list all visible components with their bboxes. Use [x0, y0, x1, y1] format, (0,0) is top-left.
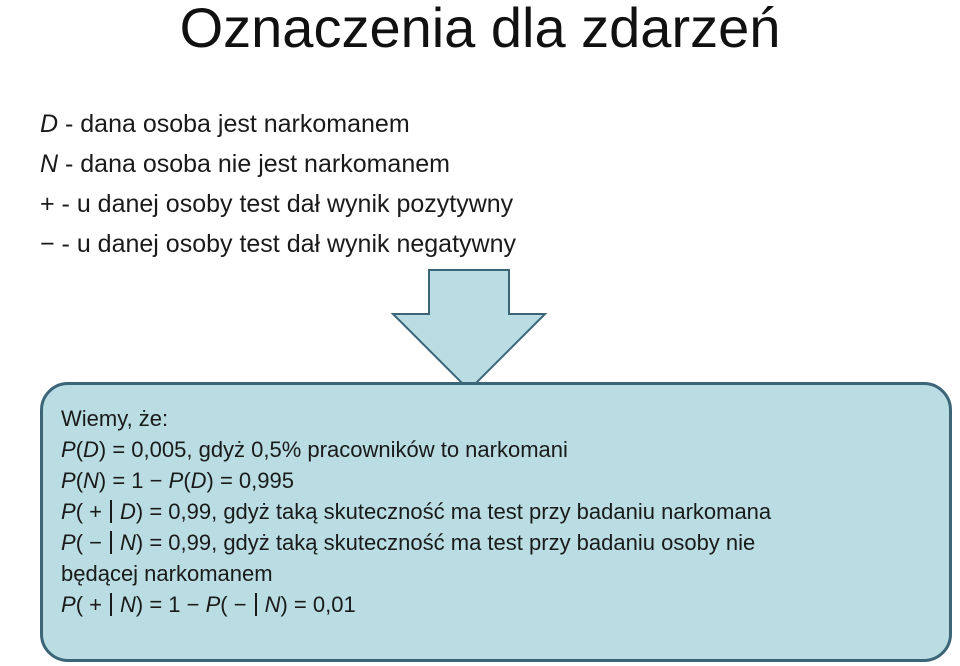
paren: ): [98, 437, 107, 462]
line-text: ( −: [75, 530, 102, 555]
line-text: ( +: [75, 592, 102, 617]
line-text: ) = 1 −: [135, 592, 206, 617]
info-line-p-plus-d: [61, 496, 771, 527]
page-title: Oznaczenia dla zdarzeń: [179, 0, 781, 59]
info-intro: Wiemy, że:: [61, 406, 169, 431]
line-text: ) = 0,99, gdyż taką skuteczność ma test przy badaniu osoby nie: [135, 530, 756, 555]
definition-item-d: [40, 104, 516, 144]
definition-item-plus: [40, 184, 516, 224]
down-arrow-icon: [389, 268, 549, 394]
info-line-p-d: [61, 434, 771, 465]
definition-item-minus: [40, 224, 516, 264]
definition-symbol: D: [40, 110, 59, 138]
line-text: = 0,005, gdyż 0,5% pracowników to narkomani: [106, 437, 568, 462]
paren: (: [75, 437, 84, 462]
conditional-bar: [110, 500, 112, 523]
definition-text: - dana osoba nie jest narkomanem: [58, 150, 450, 178]
line-text: ) = 1 −: [98, 468, 169, 493]
prob-symbol: P: [205, 592, 221, 617]
event-symbol: D: [119, 499, 136, 524]
info-line-continuation: będącej narkomanem: [61, 561, 273, 586]
line-text: ) = 0,995: [206, 468, 294, 493]
conditional-bar: [110, 593, 112, 616]
event-symbol: N: [119, 592, 136, 617]
line-text: ( +: [75, 499, 102, 524]
prob-symbol: P: [168, 468, 184, 493]
event-symbol: N: [119, 530, 136, 555]
line-text: ( −: [220, 592, 247, 617]
paren: (: [75, 468, 84, 493]
definition-text: - u danej osoby test dał wynik pozytywny: [54, 190, 514, 218]
definition-symbol: +: [40, 190, 55, 218]
prob-symbol: P: [61, 499, 76, 524]
definition-text: - dana osoba jest narkomanem: [58, 110, 410, 138]
conditional-bar: [110, 531, 112, 554]
info-line-p-minus-n: [61, 527, 771, 558]
definitions-list: [40, 104, 516, 264]
prob-symbol: P: [61, 530, 76, 555]
definition-text: - u danej osoby test dał wynik negatywny: [54, 230, 516, 258]
line-text: ) = 0,01: [280, 592, 356, 617]
info-lines: [61, 403, 771, 620]
event-symbol: N: [264, 592, 281, 617]
prob-symbol: P: [61, 468, 76, 493]
info-line-p-n: [61, 465, 771, 496]
event-symbol: N: [83, 468, 99, 493]
prob-symbol: P: [61, 592, 76, 617]
prob-symbol: P: [61, 437, 76, 462]
paren: (: [183, 468, 191, 493]
info-box: [40, 382, 952, 662]
line-text: ) = 0,99, gdyż taką skuteczność ma test przy badaniu narkomana: [135, 499, 772, 524]
definition-symbol: −: [40, 230, 55, 258]
definition-item-n: [40, 144, 516, 184]
event-symbol: D: [83, 437, 99, 462]
event-symbol: D: [190, 468, 207, 493]
definition-symbol: N: [40, 150, 59, 178]
conditional-bar: [255, 593, 257, 616]
info-line-p-plus-n: [61, 589, 771, 620]
